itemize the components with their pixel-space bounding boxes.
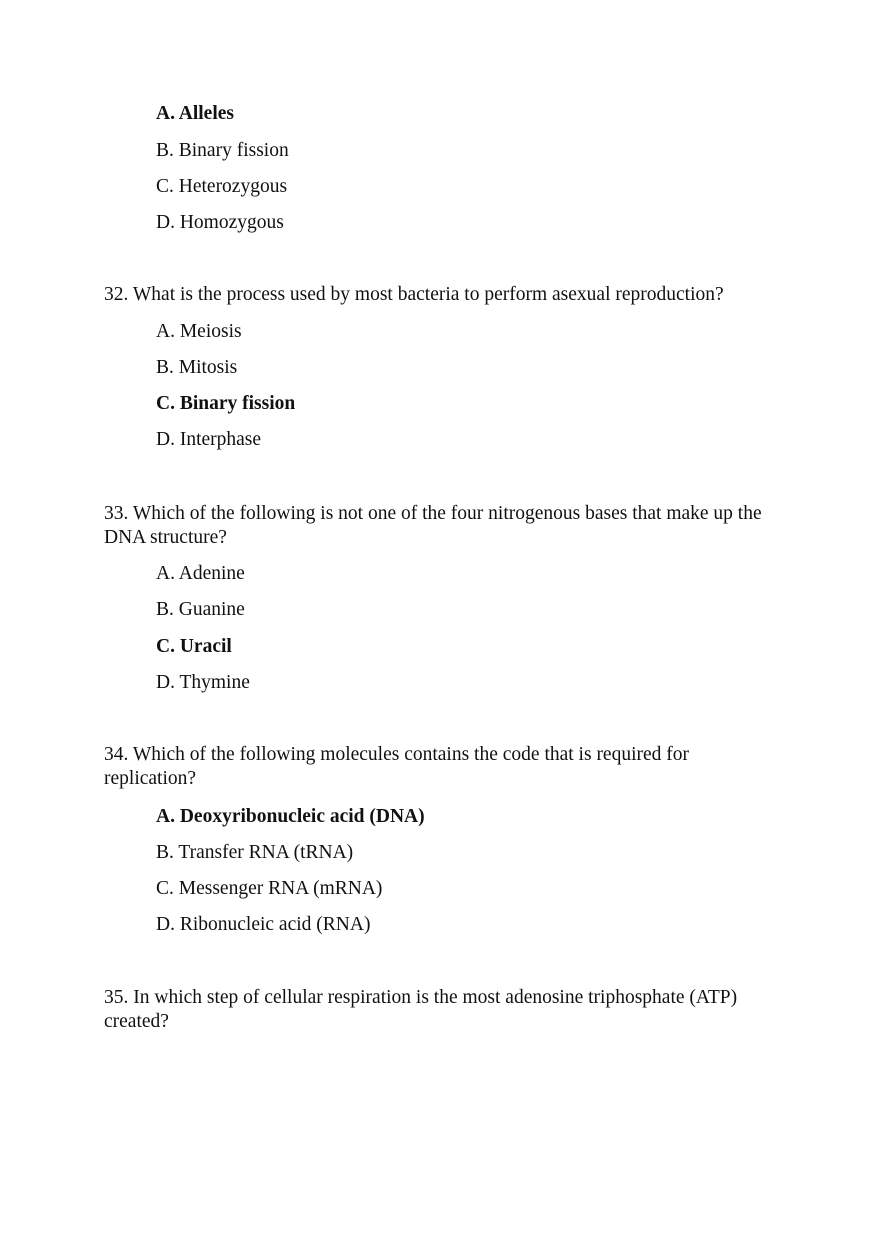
question-text: 32. What is the process used by most bacteria to perform asexual reproduction? bbox=[104, 284, 724, 305]
question-text: 33. Which of the following is not one of the four nitrogenous bases that make up the DNA structure? bbox=[104, 503, 762, 548]
answer-option-correct: A. Alleles bbox=[156, 103, 234, 124]
answer-option-correct: C. Binary fission bbox=[156, 393, 296, 414]
answer-option-correct: C. Uracil bbox=[156, 636, 232, 657]
answer-option: B. Binary fission bbox=[156, 140, 289, 161]
answer-option: B. Guanine bbox=[156, 599, 245, 620]
answer-option: D. Interphase bbox=[156, 429, 262, 450]
answer-option: B. Transfer RNA (tRNA) bbox=[156, 842, 354, 863]
answer-option: A. Meiosis bbox=[156, 321, 242, 342]
answer-option: D. Thymine bbox=[156, 672, 250, 693]
answer-option: B. Mitosis bbox=[156, 357, 238, 378]
question-text: 35. In which step of cellular respiration is the most adenosine triphosphate (ATP) created? bbox=[104, 987, 738, 1032]
answer-option: C. Heterozygous bbox=[156, 176, 288, 197]
answer-option-correct: A. Deoxyribonucleic acid (DNA) bbox=[156, 806, 425, 827]
question-text: 34. Which of the following molecules contains the code that is required for replication? bbox=[104, 744, 690, 789]
answer-option: D. Ribonucleic acid (RNA) bbox=[156, 914, 371, 935]
answer-option: C. Messenger RNA (mRNA) bbox=[156, 878, 383, 899]
answer-option: D. Homozygous bbox=[156, 212, 284, 233]
answer-option: A. Adenine bbox=[156, 563, 245, 584]
